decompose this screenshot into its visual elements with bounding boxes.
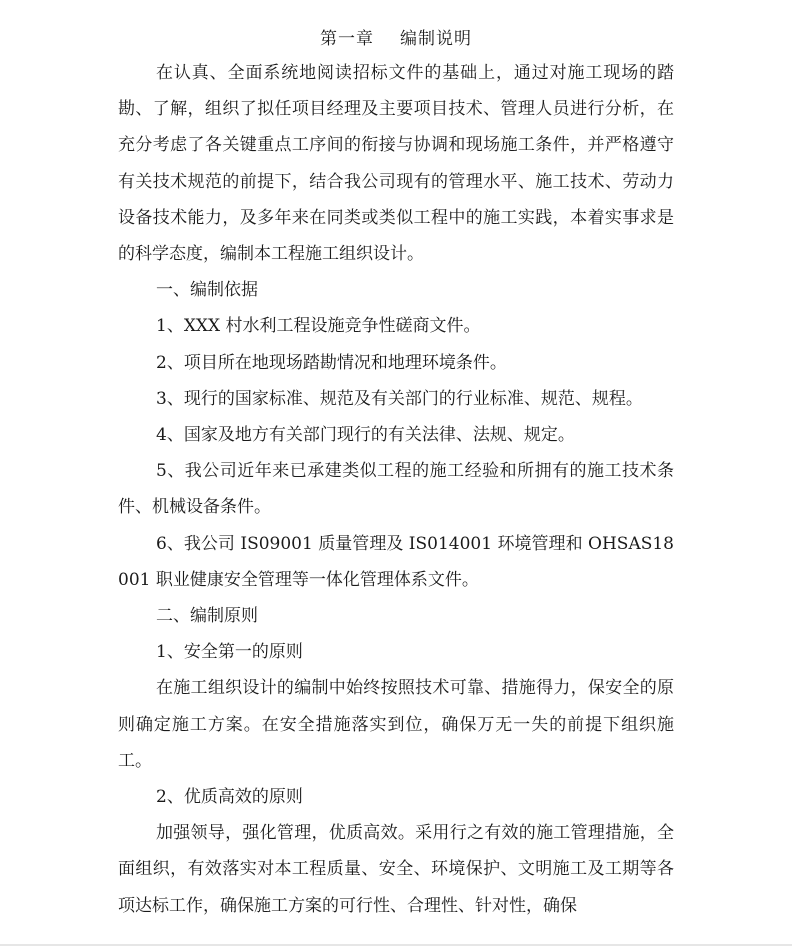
section-heading-basis: 一、编制依据 xyxy=(156,280,258,301)
principle-heading-quality: 2、优质高效的原则 xyxy=(156,787,303,808)
chapter-title-text: 编制说明 xyxy=(400,29,472,49)
basis-item-2: 2、项目所在地现场踏勘情况和地理环境条件。 xyxy=(156,352,507,373)
chapter-number: 第一章 xyxy=(320,29,374,49)
chapter-title xyxy=(118,24,674,55)
basis-item-1: 1、XXX 村水利工程设施竞争性磋商文件。 xyxy=(156,316,481,337)
basis-item-5: 5、我公司近年来已承建类似工程的施工经验和所拥有的施工技术条件、机械设备条件。 xyxy=(118,461,674,518)
principle-text-safety: 在施工组织设计的编制中始终按照技术可靠、措施得力，保安全的原则确定施工方案。在安全措施落实到位，确保万无一失的前提下组织施工。 xyxy=(118,678,674,771)
principle-text-quality: 加强领导，强化管理，优质高效。采用行之有效的施工管理措施，全面组织，有效落实对本工程质量、安全、环境保护、文明施工及工期等各项达标工作，确保施工方案的可行性、合理性、针对性，确保 xyxy=(118,823,674,916)
basis-item-4: 4、国家及地方有关部门现行的有关法律、法规、规定。 xyxy=(156,425,575,446)
paragraph-intro: 在认真、全面系统地阅读招标文件的基础上，通过对施工现场的踏勘、了解，组织了拟任项目经理及主要项目技术、管理人员进行分析，在充分考虑了各关键重点工序间的衔接与协调和现场施工条件，并严格遵守有关技术规范的前提下，结合我公司现有的管理水平、施工技术、劳动力设备技术能力，及多年来在同类或类似工程中的施工实践，本着实事求是的科学态度，编制本工程施工组织设计。 xyxy=(118,63,674,265)
basis-item-6: 6、我公司 IS09001 质量管理及 IS014001 环境管理和 OHSAS18001 职业健康安全管理等一体化管理体系文件。 xyxy=(118,533,674,590)
basis-item-3: 3、现行的国家标准、规范及有关部门的行业标准、规范、规程。 xyxy=(156,388,643,409)
section-heading-principles: 二、编制原则 xyxy=(156,606,258,627)
principle-heading-safety: 1、安全第一的原则 xyxy=(156,642,303,663)
